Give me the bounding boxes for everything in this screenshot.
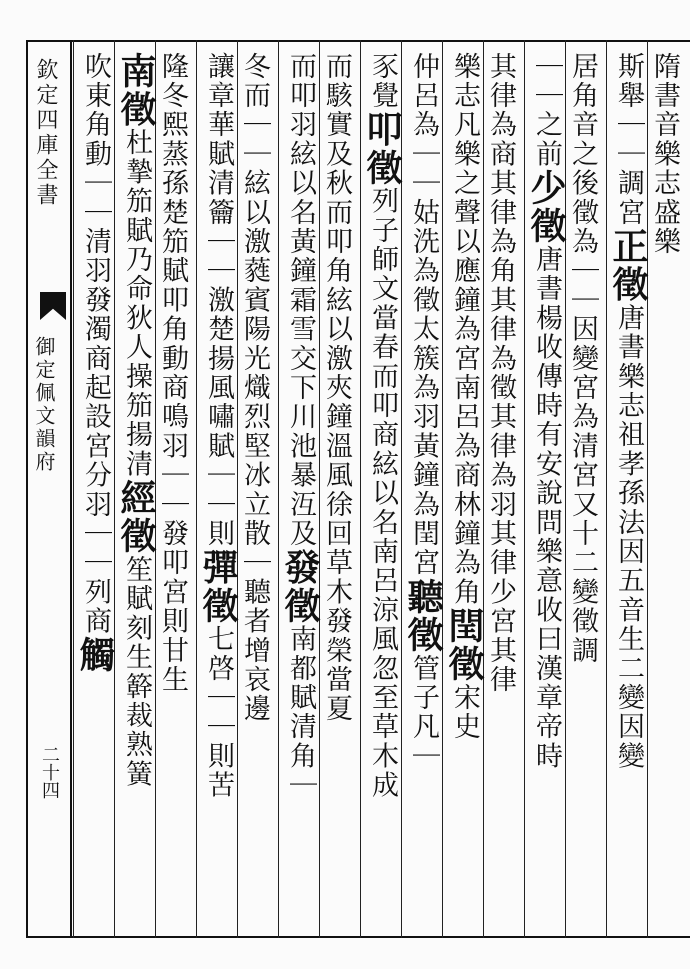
column-rule xyxy=(606,40,607,938)
text-run: 設宮分羽｜｜列商 xyxy=(80,402,111,637)
headword: 發徵 xyxy=(279,548,321,625)
text-run: 管子凡｜ xyxy=(408,654,439,771)
column-rule xyxy=(319,40,320,938)
headword: 正徵 xyxy=(607,227,649,304)
text-column-6 xyxy=(443,52,485,742)
headword: 彈徵 xyxy=(197,548,239,625)
text-run: ｜聽者增哀邊 xyxy=(239,548,270,724)
text-column-8 xyxy=(361,52,403,801)
column-rule xyxy=(647,40,648,938)
column-rule xyxy=(524,40,525,938)
text-run: 唐書樂志祖孝孫法因五音生二變因變 xyxy=(613,303,644,771)
text-run: 居角音之後 xyxy=(567,52,598,198)
headword: 叩徵 xyxy=(361,110,403,187)
headword: 聽徵 xyxy=(402,577,444,655)
text-run: 隆冬熙蒸孫楚笳賦叩角動商鳴羽｜｜ xyxy=(157,52,188,520)
text-column-2 xyxy=(607,52,649,771)
text-run: 豕覺 xyxy=(367,52,398,111)
text-column-4 xyxy=(525,52,567,771)
text-run: 隋書音樂志盛樂 xyxy=(649,52,680,257)
text-run: 列子師文當春而叩商絃以名南呂涼風忽至草木成 xyxy=(367,186,398,801)
margin-subtitle: 御定佩文韻府 xyxy=(32,336,56,474)
text-run: 七啓｜｜則苦 xyxy=(203,624,234,801)
text-run: 樂志凡樂之聲以應鐘為宮南呂為商林鐘為角 xyxy=(449,52,480,607)
column-rule xyxy=(237,40,238,938)
fishtail-mark xyxy=(40,292,66,320)
text-run: ｜｜之前 xyxy=(531,52,562,169)
text-run: 發叩宮則甘生 xyxy=(157,519,188,695)
text-run: 讓章華賦清籥｜｜激楚揚風嘯賦｜｜則 xyxy=(203,52,234,549)
column-rule xyxy=(360,40,361,938)
text-run: 斯舉｜｜調宮 xyxy=(613,52,644,228)
text-column-10 xyxy=(279,52,321,801)
page-number: 二十四 xyxy=(39,745,60,799)
margin-title: 欽定四庫全書 xyxy=(33,58,58,208)
column-rule xyxy=(114,40,115,938)
text-run: 冬而｜｜絃以激蕤賓陽光熾烈堅冰立散 xyxy=(239,52,270,549)
bottom-border xyxy=(26,936,690,938)
text-column-1 xyxy=(651,52,678,256)
headword: 閏徵 xyxy=(443,606,485,684)
headword: 觸 xyxy=(74,636,116,675)
text-column-14 xyxy=(115,52,157,789)
column-rule xyxy=(442,40,443,938)
text-column-7 xyxy=(402,52,444,771)
text-run: 實及秋而叩角絃以激夾鐘溫風徐回草木發榮當夏 xyxy=(321,110,352,724)
column-rule xyxy=(73,40,74,938)
text-column-11 xyxy=(241,52,268,724)
text-column-9 xyxy=(323,52,350,724)
headword: 少徵 xyxy=(525,168,567,246)
text-run: 而叩羽絃以名黃鐘霜雪交下川池暴沍及 xyxy=(285,52,316,549)
text-run: 南都賦清角｜ xyxy=(285,624,316,801)
text-run: 其律為商其律為角其律為徵其律為羽其律少宮其律 xyxy=(485,52,516,695)
text-column-5 xyxy=(487,52,514,694)
text-run: 仲呂為｜｜姑洗為徵太簇為羽黃鐘為閏宮 xyxy=(408,52,439,578)
left-border xyxy=(26,40,28,938)
column-rule xyxy=(483,40,484,938)
column-rule xyxy=(196,40,197,938)
headword: 南徵 xyxy=(115,52,157,129)
text-run: 唐書楊收傳時有安說問樂意收曰漢章帝時 xyxy=(531,245,562,771)
text-column-3 xyxy=(569,52,596,665)
headword: 經徵 xyxy=(115,478,157,556)
text-run: 徵為｜｜因變宮為清宮又十二變徵調 xyxy=(567,198,598,666)
column-rule xyxy=(278,40,279,938)
gutter-divider xyxy=(70,40,72,938)
text-column-13 xyxy=(159,52,186,694)
text-run: 而駭 xyxy=(321,52,352,111)
text-run: 笙賦刻生簳裁熟簧 xyxy=(121,555,152,789)
top-border xyxy=(26,40,690,42)
text-run: 吹東角動｜｜清羽發濁商起 xyxy=(80,52,111,403)
text-column-12 xyxy=(197,52,239,801)
text-run: 杜摯笳賦乃命狄人操笳揚清 xyxy=(121,128,152,479)
text-run: 宋史 xyxy=(449,683,480,742)
text-column-15 xyxy=(74,52,116,675)
